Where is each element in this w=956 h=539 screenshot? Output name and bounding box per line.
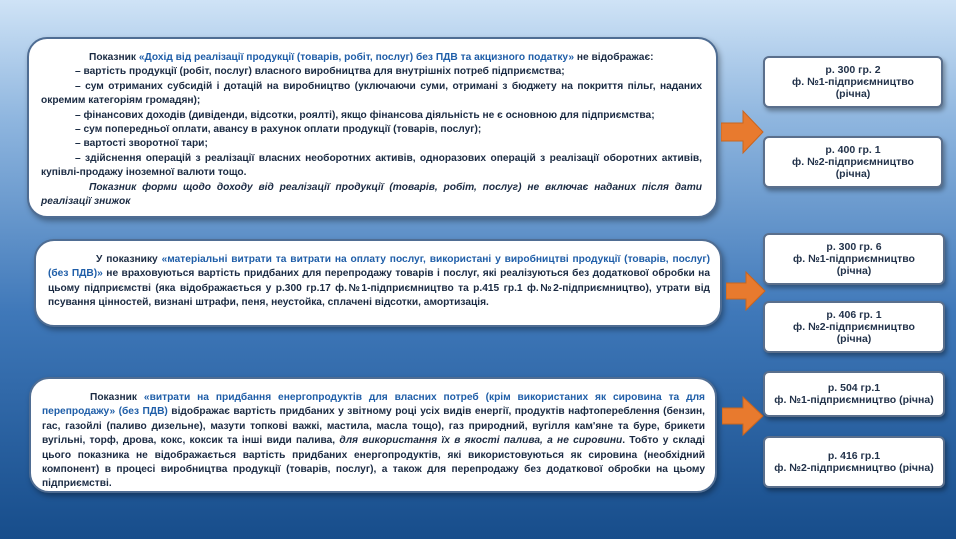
material-costs-panel [34,239,722,327]
exclusion-item: – здійснення операцій з реалізації власних необоротних активів, одноразових операцій з реалізації оборотних активів, купівлі-продажу іноземної валюти тощо. [41,152,702,179]
exclusion-item: – сум отриманих субсидій і дотацій на виробництво (уключаючи суми, отримані з бюджету на покриття пільг, наданих окремим категоріям громадян); [41,80,702,107]
right-arrow-icon [722,396,764,436]
form-reference-box: р. 300 гр. 2 ф. №1-підприємництво (річна) [763,56,943,108]
material-costs-text: У показнику «матеріальні витрати та витрати на оплату послуг, використані у виробництві продукції (товарів, послуг)(без ПДВ)» не враховуються вартість придбаних для перепродажу товарів і послуг, які реалізуються без додаткової обробки на цьому підприємстві (яка відображається у р.300 гр.17 ф.№1-підприємництво та р.415 гр.1 ф.№2-підприємництво), утрати від псування цінностей, визнані штрафи, пеня, неустойка, сплачені відсотки, амортизація. [48,254,710,309]
exclusion-item: – фінансових доходів (дивіденди, відсотки, роялті), якщо фінансова діяльність не є основною для підприємства; [75,109,655,121]
discount-note: Показник форми щодо доходу від реалізації продукції (товарів, робіт, послуг) не включає наданих після дати реалізації знижок [41,181,702,208]
form-reference-box: р. 300 гр. 6 ф. №1-підприємництво (річна) [763,233,945,285]
form-reference-box: р. 400 гр. 1 ф. №2-підприємництво (річна) [763,136,943,188]
material-costs-indicator-name: «матеріальні витрати та витрати на оплату послуг, використані у виробництві продукції (товарів, послуг)(без ПДВ)» [48,254,710,280]
energy-costs-text: Показник «витрати на придбання енергопродуктів для власних потреб (крім використаних як сировина та для перепродажу» (без ПДВ) відображає вартість придбаних у звітному році усіх видів енергії, продуктів нафтопереблення (бензин, гас, газойлі (паливо дизельне), мазути топкові важкі, мастила, масла тощо), газ природний, вугілля кам'яне та буре, брикети вугільні, торф, дрова, кокс, коксик та інші види палива, для використання їх в якості палива, а не сировини. Тобто у складі цього показника не відображається вартість придбаних енергопродуктів, які використовуються як сировина (необхідний компонент) в процесі виробництва продукції (товарів, послуг), а також для перепродажу без додаткової обробки на цьому підприємстві. [42,392,705,490]
exclusion-item: – вартість продукції (робіт, послуг) власного виробництва для внутрішніх потреб підприємства; [75,66,565,78]
form-reference-box: р. 416 гр.1 ф. №2-підприємництво (річна) [763,436,945,488]
revenue-indicator-name: «Дохід від реалізації продукції (товарів, робіт, послуг) без ПДВ та акцизного податку» [138,52,575,63]
form-reference-box: р. 504 гр.1 ф. №1-підприємництво (річна) [763,371,945,417]
right-arrow-icon [721,109,765,155]
revenue-indicator-panel [27,37,718,218]
exclusion-item: – вартості зворотної тари; [75,138,208,150]
revenue-intro: Показник «Дохід від реалізації продукції (товарів, робіт, послуг) без ПДВ та акцизного податку» не відображає: [89,52,654,63]
form-reference-box: р. 406 гр. 1 ф. №2-підприємництво (річна) [763,301,945,353]
energy-costs-panel [29,377,717,493]
energy-costs-indicator-name: «витрати на придбання енергопродуктів для власних потреб (крім використаних як сировина та для перепродажу» (без ПДВ) [42,392,705,418]
right-arrow-icon [726,271,766,311]
exclusion-item: – сум попередньої оплати, авансу в рахунок оплати продукції (товарів, послуг); [75,124,482,136]
